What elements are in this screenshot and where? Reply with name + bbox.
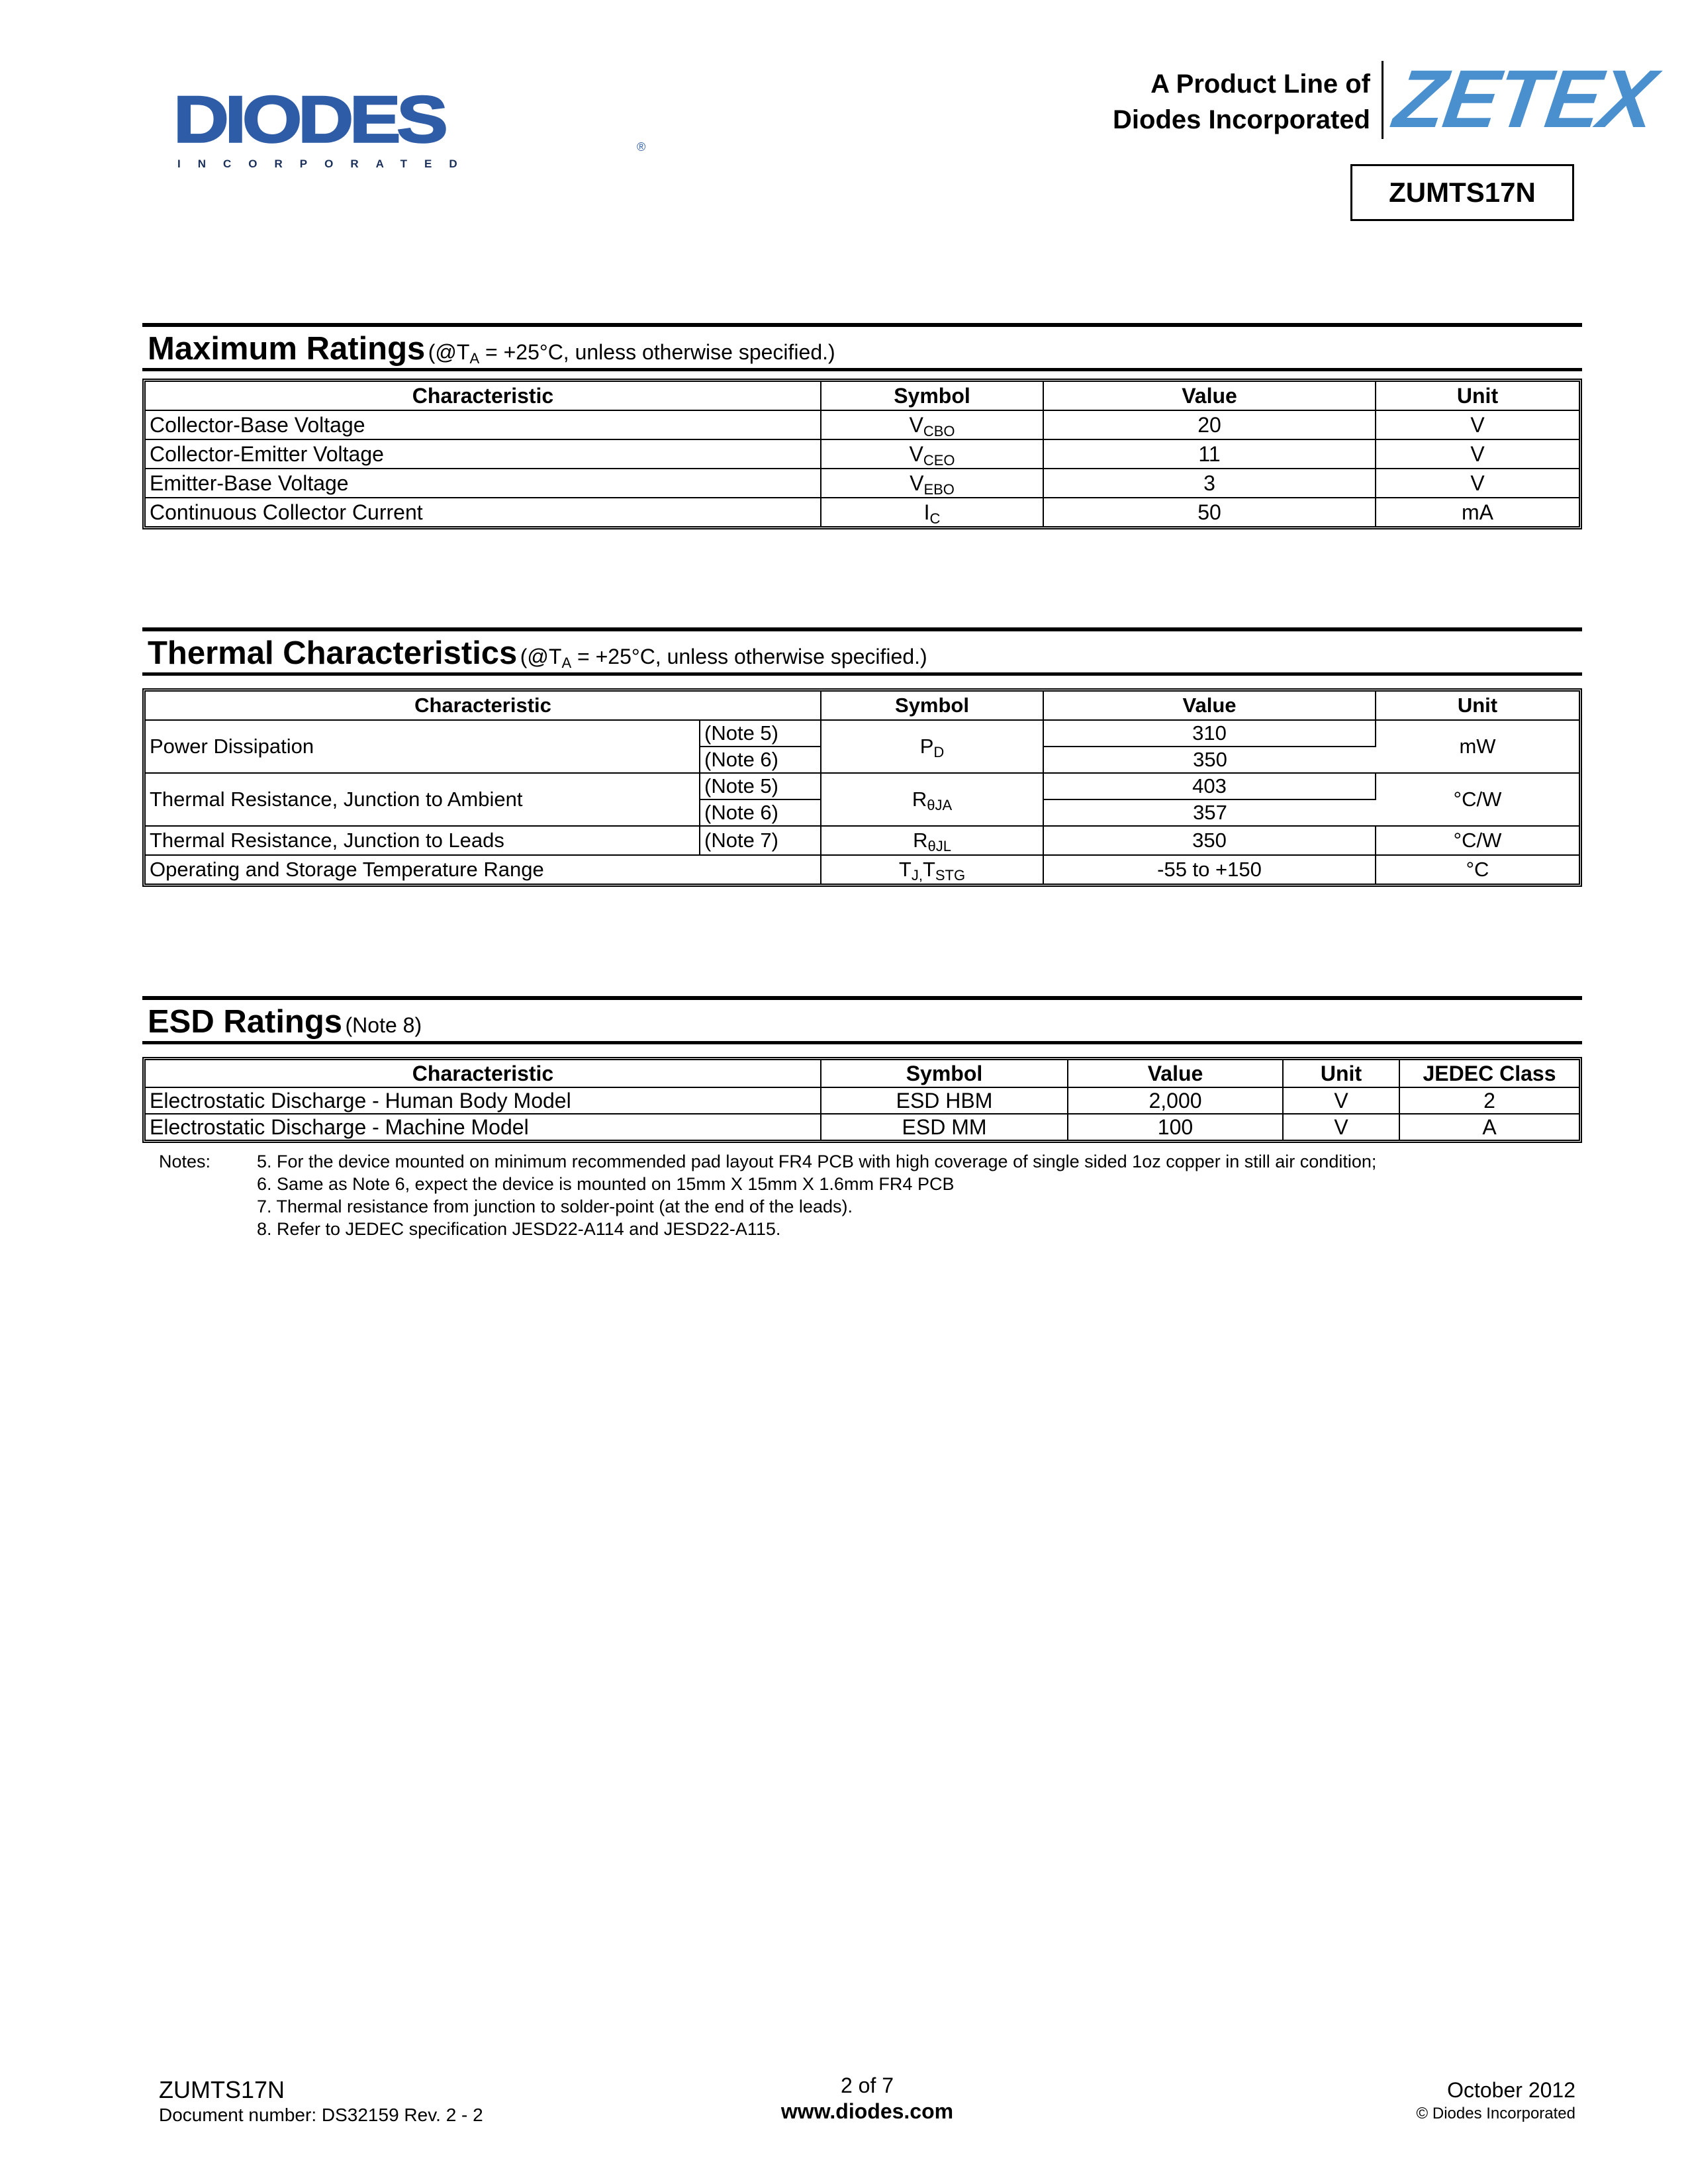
header-unit: Unit [1376,382,1579,411]
header-unit: Unit [1376,692,1579,721]
max-ratings-table [142,379,1582,529]
cell-symbol [821,827,1044,856]
cell-symbol [821,774,1044,827]
footer-center [778,2073,957,2124]
symbol-subscript: θJA [927,797,953,813]
cell-jedec-class: 2 [1400,1088,1579,1115]
symbol-subscript: STG [935,867,966,884]
header-symbol: Symbol [821,382,1044,411]
header-unit: Unit [1284,1060,1400,1088]
condition-subscript: A [469,350,480,367]
symbol-base: R [912,788,927,811]
table-row [146,856,1579,884]
symbol-subscript: EBO [923,481,955,498]
table-header-row [146,382,1579,411]
cell-symbol [821,440,1044,469]
section-title-row [142,327,1582,368]
part-number-box: ZUMTS17N [1350,164,1574,221]
cell-characteristic: Electrostatic Discharge - Human Body Model [146,1088,821,1115]
thermal-section-heading [142,627,1582,676]
cell-unit: V [1284,1088,1400,1115]
cell-value: 357 [1044,800,1376,827]
header-characteristic: Characteristic [146,692,821,721]
cell-value: 310 [1044,721,1376,747]
product-line-tagline [1113,66,1370,138]
table-row [146,440,1579,469]
tagline-line2: Diodes Incorporated [1113,105,1370,134]
cell-unit: V [1376,411,1579,440]
cell-unit: °C/W [1376,827,1579,856]
cell-unit: °C/W [1376,774,1579,827]
symbol-base: T [898,858,912,881]
cell-characteristic: Electrostatic Discharge - Machine Model [146,1115,821,1140]
table-row [146,774,1579,800]
header-symbol: Symbol [821,1060,1068,1088]
cell-characteristic: Collector-Emitter Voltage [146,440,821,469]
symbol-base: V [909,442,923,466]
registered-mark: ® [637,140,646,154]
esd-section-heading [142,996,1582,1044]
footer-document-number: Document number: DS32159 Rev. 2 - 2 [159,2105,483,2125]
cell-value: 11 [1044,440,1376,469]
cell-value: -55 to +150 [1044,856,1376,884]
cell-characteristic: Power Dissipation [146,721,700,774]
symbol-subscript: J, [911,867,923,884]
cell-note: (Note 5) [700,774,821,800]
section-rule [142,1041,1582,1044]
thermal-table [142,688,1582,887]
cell-symbol [821,469,1044,498]
header-symbol: Symbol [821,692,1044,721]
section-rule [142,672,1582,676]
cell-unit: mA [1462,500,1493,524]
diodes-logo [173,81,646,172]
header-value: Value [1044,692,1376,721]
cell-unit: V [1376,469,1579,498]
condition-suffix: = +25°C, unless otherwise specified.) [571,645,927,668]
cell-value: 100 [1068,1115,1284,1140]
cell-note: (Note 7) [700,827,821,856]
cell-value: 50 [1044,498,1376,526]
footer-part-number: ZUMTS17N [159,2076,285,2103]
condition-prefix: (@T [520,645,562,668]
cell-value: 350 [1044,747,1376,774]
symbol-subscript: CEO [923,452,955,469]
cell-value: 350 [1044,827,1376,856]
footer-left [159,2077,483,2127]
cell-characteristic: Emitter-Base Voltage [146,469,821,498]
cell-value: 403 [1044,774,1376,800]
table-row [146,1088,1579,1115]
cell-note: (Note 6) [700,800,821,827]
zetex-logo: ZETEX [1389,54,1660,145]
table-row [146,469,1579,498]
cell-note: (Note 6) [700,747,821,774]
table-header-row [146,692,1579,721]
max-ratings-section-heading [142,323,1582,371]
header-value: Value [1068,1060,1284,1088]
note-item: 6. Same as Note 6, expect the device is mounted on 15mm X 15mm X 1.6mm FR4 PCB [257,1174,955,1194]
condition-suffix: = +25°C, unless otherwise specified.) [479,340,835,364]
cell-symbol: ESD MM [821,1115,1068,1140]
cell-characteristic: Continuous Collector Current [146,498,821,526]
header-characteristic: Characteristic [146,382,821,411]
table-row [146,498,1579,526]
table-row [146,827,1579,856]
symbol-base: T [922,858,935,881]
symbol-base: P [919,735,934,758]
section-condition [520,645,927,671]
cell-symbol: ESD HBM [821,1088,1068,1115]
cell-characteristic: Thermal Resistance, Junction to Ambient [146,774,700,827]
cell-unit: mW [1376,721,1579,774]
header-value: Value [1044,382,1376,411]
section-condition [428,340,835,367]
symbol-subscript: CBO [923,423,955,439]
symbol-base: V [910,471,924,495]
note-item: 8. Refer to JEDEC specification JESD22-A114 and JESD22-A115. [257,1219,781,1239]
note-item: 7. Thermal resistance from junction to solder-point (at the end of the leads). [257,1197,853,1216]
symbol-base: R [913,829,928,852]
cell-value: 20 [1044,411,1376,440]
cell-characteristic: Thermal Resistance, Junction to Leads [146,827,700,856]
cell-value: 3 [1044,469,1376,498]
symbol-subscript: C [929,510,941,526]
symbol-base: V [909,413,923,437]
table-row [146,411,1579,440]
symbol-subscript: θJL [927,838,951,854]
cell-symbol [821,498,1044,526]
table-header-row [146,1060,1579,1088]
table-row [146,1115,1579,1140]
symbol-subscript: D [933,744,945,760]
condition-prefix: (@T [428,340,470,364]
cell-unit: V [1284,1115,1400,1140]
cell-note: (Note 5) [700,721,821,747]
footer-copyright: © Diodes Incorporated [1416,2105,1575,2122]
cell-characteristic: Operating and Storage Temperature Range [146,856,821,884]
cell-symbol [821,411,1044,440]
cell-jedec-class: A [1482,1115,1497,1139]
section-title: ESD Ratings [148,1004,343,1040]
cell-symbol [821,856,1044,884]
cell-unit: °C [1466,858,1489,881]
notes-list [257,1150,1376,1240]
section-title-row [142,1000,1582,1041]
cell-value: 2,000 [1068,1088,1284,1115]
notes-label: Notes: [159,1152,211,1171]
cell-symbol [821,721,1044,774]
page-number: 2 of 7 [840,2073,894,2097]
section-rule [142,368,1582,371]
table-row [146,721,1579,747]
section-title: Thermal Characteristics [148,635,518,671]
note-item: 5. For the device mounted on minimum recommended pad layout FR4 PCB with high coverage of single sided 1oz copper in still air condition; [257,1152,1377,1171]
header-divider [1382,61,1383,139]
cell-unit: V [1376,440,1579,469]
cell-characteristic: Collector-Base Voltage [146,411,821,440]
section-title: Maximum Ratings [148,331,426,367]
diodes-logo-subtitle: INCORPORATED [177,158,475,170]
diodes-logo-word: DIODES [173,81,444,156]
website-link[interactable]: www.diodes.com [780,2099,954,2123]
symbol-base: I [923,500,930,524]
footer-date: October 2012 [1447,2078,1575,2102]
condition-subscript: A [561,655,572,671]
tagline-line1: A Product Line of [1150,69,1370,99]
footer-right [1417,2077,1575,2124]
section-title-row [142,631,1582,672]
esd-table [142,1057,1582,1143]
header-characteristic: Characteristic [146,1060,821,1088]
header-jedec-class: JEDEC Class [1400,1060,1579,1088]
section-note: (Note 8) [345,1013,422,1037]
